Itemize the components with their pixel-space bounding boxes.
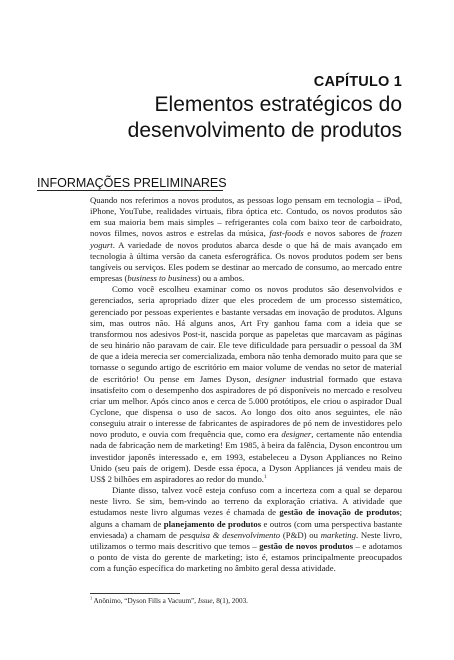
- chapter-title: [42, 92, 402, 144]
- section-heading: INFORMAÇÕES PRELIMINARES: [37, 176, 227, 190]
- footnote: $^1$ Anônimo, “Dyson Fills a Vacuum”, Issue, 8(1), 2003.: [90, 595, 248, 605]
- footnote-number: 1: [90, 595, 93, 601]
- paragraph: Como você escolheu examinar como os novos produtos são desenvolvidos e gerenciados, seria apropriado dizer que eles procedem de um processo sistemático, gerenciado por pessoas experientes e bastante versadas em inovação de produtos. Alguns sim, mas outros não. Há alguns anos, Art Fry ganhou fama com a ideia que se transformou nos adesivos Post-it, nascida porque as papeletas que marcavam as páginas de seu hinário não paravam de cair. Ele teve dificuldade para persuadir o pessoal da 3M de que a ideia merecia ser comercializada, embora não tenha demorado muito para que se tornasse o segundo artigo de escritório em maior volume de vendas no setor de material de escritório! Ou pense em James Dyson, designer industrial formado que estava insatisfeito com o desempenho dos aspiradores de pó disponíveis no mercado e resolveu criar um melhor. Após cinco anos e cerca de 5.000 protótipos, ele criou o aspirador Dual Cyclone, que dispensa o uso de sacos. Ao longo dos oito anos seguintes, ele não conseguiu atrair o interesse de fabricantes de aspiradores de pó nem de investidores pelo novo produto, e ouvia com frequência que, como era designer, certamente não entendia nada de fabricação nem de marketing! Em 1985, à beira da falência, Dyson encontrou um investidor japonês interessado e, em 1993, estabeleceu a Dyson Appliances no Reino Unido (seu país de origem). Desde essa época, a Dyson Appliances já vendeu mais de US$ 2 bilhões em aspiradores ao redor do mundo.$^1$: [90, 284, 402, 484]
- footnote-ref: 1: [263, 474, 267, 481]
- body-text: [90, 195, 402, 574]
- chapter-title-line: Elementos estratégicos do: [154, 93, 402, 116]
- chapter-title-line: desenvolvimento de produtos: [127, 119, 402, 142]
- paragraph: Quando nos referimos a novos produtos, as pessoas logo pensam em tecnologia – iPod, iPhone, YouTube, realidades virtuais, fibra óptica etc. Contudo, os novos produtos são em sua maioria bem mais simples – refrigerantes cola com baixo teor de carboidrato, novos filmes, novos astros e estrelas da música, fast-foods e novos sabores de frozen yogurt. A variedade de novos produtos abarca desde o que há de mais avançado em tecnologia à última versão da caneta esferográfica. Os novos produtos podem ser bens tangíveis ou serviços. Eles podem se destinar ao mercado de consumo, ao mercado entre empresas (business to business) ou a ambos.: [90, 195, 402, 284]
- chapter-label: CAPÍTULO 1: [313, 74, 402, 90]
- paragraph: Diante disso, talvez você esteja confuso com a incerteza com a qual se deparou neste livro. Se sim, bem-vindo ao terreno da exploração criativa. A atividade que estudamos neste livro algumas vezes é chamada de gestão de inovação de produtos; alguns a chamam de planejamento de produtos e outros (com uma perspectiva bastante enviesada) a chamam de pesquisa & desenvolvimento (P&D) ou marketing. Neste livro, utilizamos o termo mais descritivo que temos – gestão de novos produtos – e adotamos o ponto de vista do gerente de marketing; isto é, estamos principalmente preocupados com a função específica do marketing no âmbito geral dessa atividade.: [90, 485, 402, 574]
- section-heading-rule: [37, 190, 223, 191]
- footnote-rule: [90, 593, 180, 594]
